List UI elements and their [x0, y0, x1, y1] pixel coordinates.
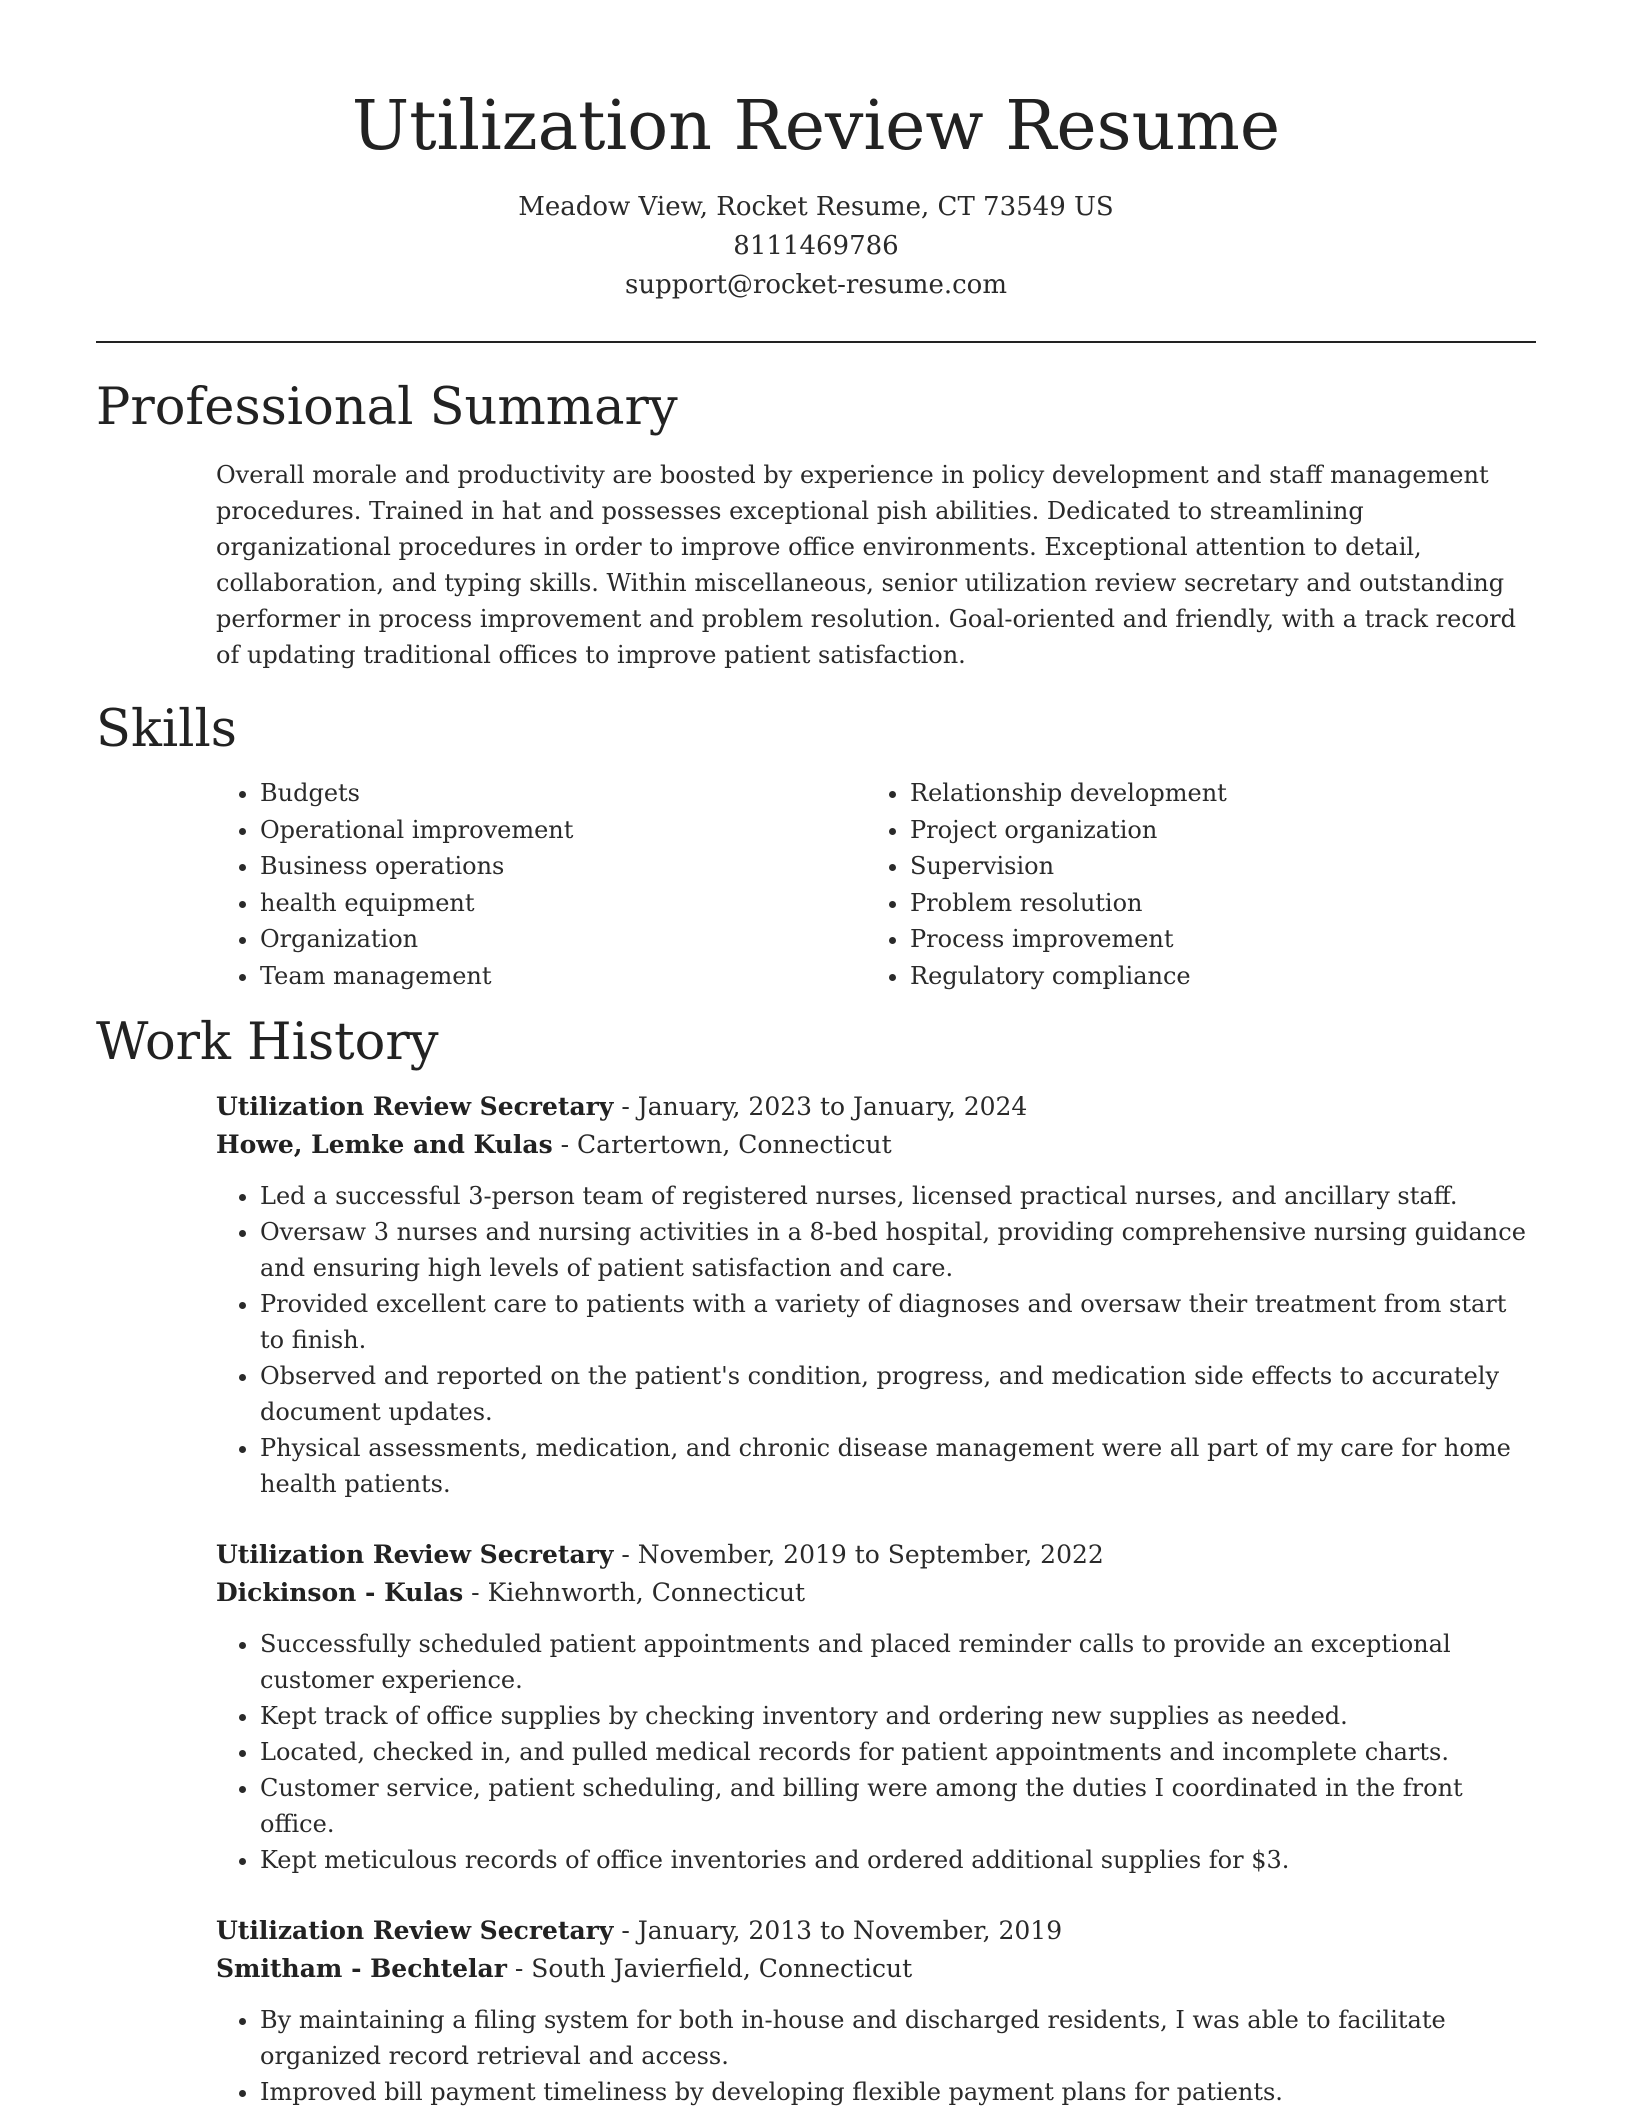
skill-item: • Organization	[260, 921, 866, 958]
skills-list	[216, 775, 1536, 994]
separator: -	[613, 1092, 638, 1121]
skill-item: • Regulatory compliance	[910, 958, 1516, 995]
separator: -	[506, 1954, 532, 1983]
job-bullet: • Physical assessments, medication, and chronic disease management were all part of my care for home health patients.	[260, 1430, 1536, 1502]
job-employer-line	[216, 1574, 1536, 1612]
job-title: Utilization Review Secretary	[216, 1540, 614, 1569]
separator: -	[463, 1578, 488, 1607]
job-bullet: • Customer service, patient scheduling, and billing were among the duties I coordinated in the front office.	[260, 1770, 1536, 1842]
job-dates: January, 2023 to January, 2024	[637, 1092, 1028, 1121]
job-bullet: • Kept meticulous records of office inventories and ordered additional supplies for $3.	[260, 1842, 1536, 1878]
contact-address: Meadow View, Rocket Resume, CT 73549 US	[518, 192, 1114, 222]
skills-column-left	[216, 775, 866, 994]
job-employer-line	[216, 1126, 1536, 1164]
contact-phone: 8111469786	[733, 231, 899, 261]
skill-item: • Relationship development	[910, 775, 1516, 812]
skill-item: • Operational improvement	[260, 812, 866, 849]
job-bullet: • Successfully scheduled patient appointments and placed reminder calls to provide an exceptional customer experience.	[260, 1626, 1536, 1698]
job-dates: January, 2013 to November, 2019	[637, 1916, 1063, 1945]
job-entry	[216, 1536, 1536, 1878]
skill-item: • health equipment	[260, 885, 866, 922]
job-bullet: • Provided excellent care to patients with a variety of diagnoses and oversaw their treatment from start to finish.	[260, 1286, 1536, 1358]
job-location: South Javierfield, Connecticut	[531, 1954, 913, 1983]
job-bullet-list	[216, 1626, 1536, 1878]
job-entry	[216, 1912, 1536, 2110]
job-bullet: • Located, checked in, and pulled medical records for patient appointments and incomplete charts.	[260, 1734, 1536, 1770]
job-employer-line	[216, 1950, 1536, 1988]
job-employer: Smitham - Bechtelar	[216, 1954, 507, 1983]
job-title: Utilization Review Secretary	[216, 1916, 614, 1945]
skill-item: • Team management	[260, 958, 866, 995]
skill-item: • Problem resolution	[910, 885, 1516, 922]
resume-page	[96, 0, 1536, 2110]
contact-email: support@rocket-resume.com	[624, 270, 1007, 300]
skill-item: • Business operations	[260, 848, 866, 885]
summary-text: Overall morale and productivity are boosted by experience in policy development and staff management procedures. Trained in hat and possesses exceptional pish abilities. Dedicated to streamlining organizational procedures in order to improve office environments. Exceptional attention to detail, collaboration, and typing skills. Within miscellaneous, senior utilization review secretary and outstanding performer in process improvement and problem resolution. Goal-oriented and friendly, with a track record of updating traditional offices to improve patient satisfaction.	[216, 461, 1517, 669]
job-bullet-list	[216, 1178, 1536, 1502]
skill-item: • Project organization	[910, 812, 1516, 849]
separator: -	[552, 1130, 578, 1159]
work-history-heading: Work History	[96, 1013, 439, 1072]
skills-column-right	[866, 775, 1516, 994]
separator: -	[613, 1916, 638, 1945]
job-dates: November, 2019 to September, 2022	[637, 1540, 1104, 1569]
job-employer: Dickinson - Kulas	[216, 1578, 464, 1607]
job-bullet: • Observed and reported on the patient's condition, progress, and medication side effects to accurately document updates.	[260, 1358, 1536, 1430]
skills-heading: Skills	[96, 700, 237, 759]
job-bullet: • Kept track of office supplies by checking inventory and ordering new supplies as needed.	[260, 1698, 1536, 1734]
skill-item: • Supervision	[910, 848, 1516, 885]
skill-item: • Budgets	[260, 775, 866, 812]
resume-title: Utilization Review Resume	[351, 87, 1281, 166]
separator: -	[613, 1540, 638, 1569]
job-title-line	[216, 1912, 1536, 1950]
job-employer: Howe, Lemke and Kulas	[216, 1130, 553, 1159]
job-location: Cartertown, Connecticut	[577, 1130, 892, 1159]
skill-item: • Process improvement	[910, 921, 1516, 958]
job-bullet: • Led a successful 3-person team of registered nurses, licensed practical nurses, and ancillary staff.	[260, 1178, 1536, 1214]
job-title-line	[216, 1536, 1536, 1574]
job-title: Utilization Review Secretary	[216, 1092, 614, 1121]
job-entry	[216, 1088, 1536, 1502]
contact-block	[96, 188, 1536, 305]
job-bullet-list	[216, 2002, 1536, 2110]
header-divider	[96, 341, 1536, 343]
summary-heading: Professional Summary	[96, 378, 678, 437]
job-bullet: • Oversaw 3 nurses and nursing activities in a 8-bed hospital, providing comprehensive nursing guidance and ensuring high levels of patient satisfaction and care.	[260, 1214, 1536, 1286]
job-title-line	[216, 1088, 1536, 1126]
job-bullet: • By maintaining a filing system for both in-house and discharged residents, I was able to facilitate organized record retrieval and access.	[260, 2002, 1536, 2074]
job-location: Kiehnworth, Connecticut	[487, 1578, 806, 1607]
job-bullet: • Improved bill payment timeliness by developing flexible payment plans for patients.	[260, 2074, 1536, 2110]
